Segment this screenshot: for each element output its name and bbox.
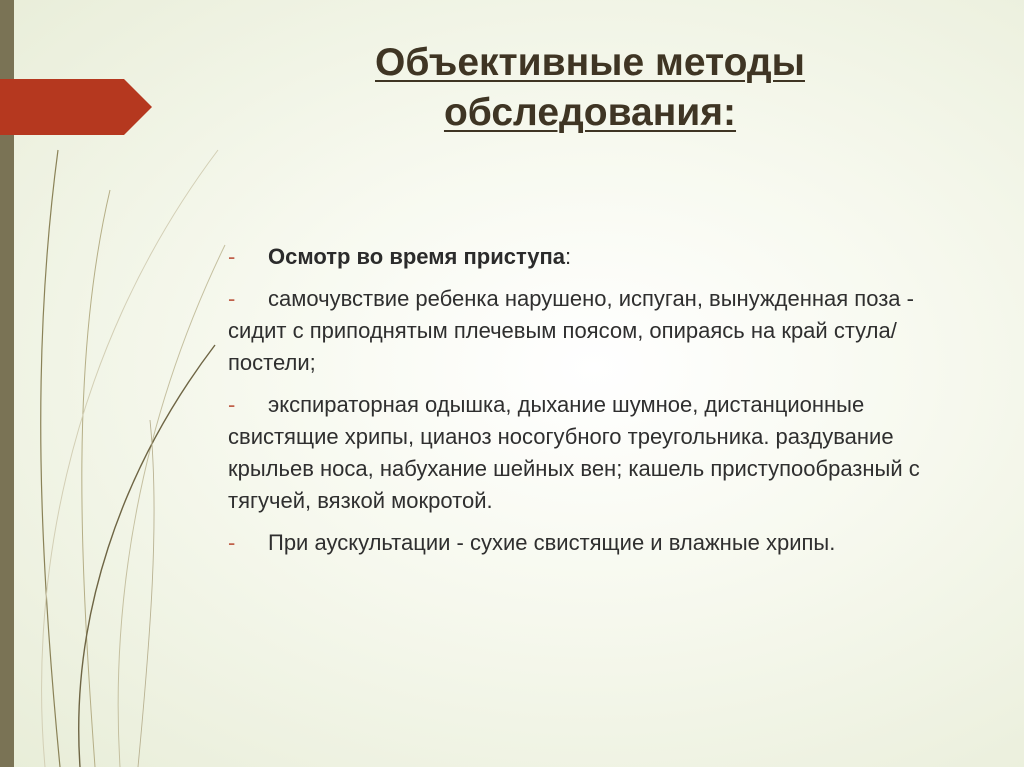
list-item [228, 241, 958, 273]
list-item [228, 389, 958, 517]
title-line-2: обследования: [443, 91, 737, 134]
list-dash: - [228, 530, 236, 555]
list-dash: - [228, 244, 236, 269]
accent-arrow-flag [0, 79, 152, 135]
list-item [228, 283, 958, 379]
list-item-text: Осмотр во время приступа [268, 244, 566, 269]
bullet-list [228, 241, 958, 569]
list-dash: - [228, 392, 236, 417]
title-line-1: Объективные методы [375, 41, 805, 84]
list-item [228, 527, 958, 559]
list-item-text: экспираторная одышка, дыхание шумное, дистанционные свистящие хрипы, цианоз носогубного треугольника. раздувание крыльев носа, набухание шейных вен; кашель приступообразный с тягучей, вязкой мокротой. [228, 392, 920, 513]
slide-title [330, 38, 850, 138]
list-item-suffix: : [565, 244, 572, 269]
list-item-text: При аускультации - сухие свистящие и влажные хрипы. [268, 530, 836, 555]
list-item-text: самочувствие ребенка нарушено, испуган, вынужденная поза - сидит с приподнятым плечевым поясом, опираясь на край стула/постели; [228, 286, 914, 375]
list-dash: - [228, 286, 236, 311]
